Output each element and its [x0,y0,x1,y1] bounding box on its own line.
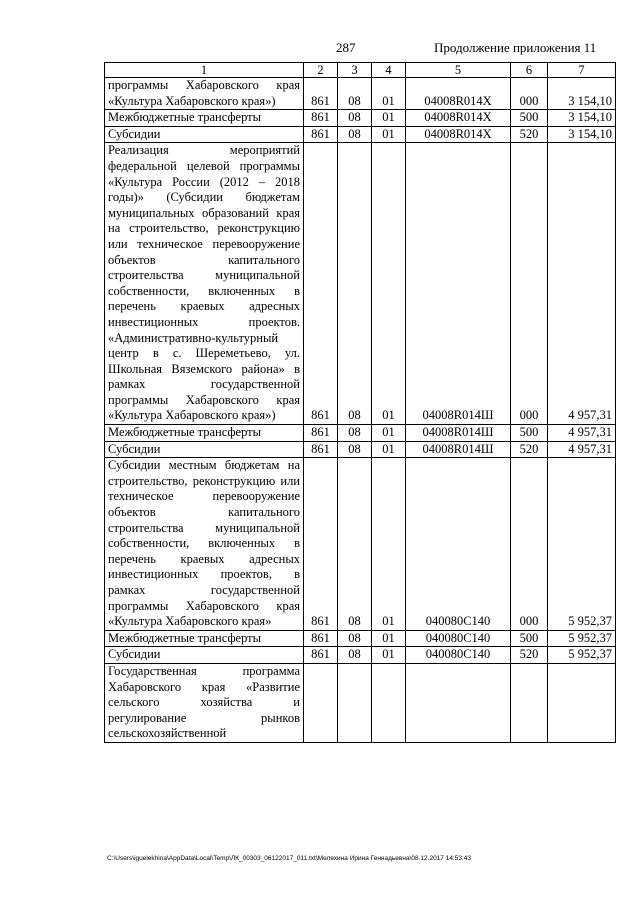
row-subsection-code: 01 [372,425,406,442]
row-subsection-code: 01 [372,143,406,425]
row-ministry-code: 861 [304,630,338,647]
row-amount: 4 957,31 [548,441,616,458]
column-header-4: 4 [372,63,406,78]
table-row [105,647,616,664]
row-target-item: 04008R014X [406,110,511,127]
table-row [105,425,616,442]
column-header-7: 7 [548,63,616,78]
row-subsection-code: 01 [372,126,406,143]
row-section-code: 08 [338,441,372,458]
table-row [105,458,616,631]
row-description: Субсидии [105,647,304,664]
row-expense-type: 000 [511,458,548,631]
row-ministry-code: 861 [304,78,338,110]
row-ministry-code: 861 [304,425,338,442]
row-target-item [406,663,511,742]
budget-table [104,62,616,743]
row-section-code: 08 [338,78,372,110]
row-section-code: 08 [338,126,372,143]
row-target-item: 040080С140 [406,647,511,664]
table-row [105,143,616,425]
row-subsection-code: 01 [372,441,406,458]
table-row [105,126,616,143]
row-ministry-code [304,663,338,742]
row-ministry-code: 861 [304,458,338,631]
row-subsection-code: 01 [372,458,406,631]
row-expense-type: 520 [511,126,548,143]
row-expense-type: 000 [511,143,548,425]
column-header-2: 2 [304,63,338,78]
row-expense-type: 500 [511,630,548,647]
row-target-item: 04008R014Ш [406,425,511,442]
row-amount [548,663,616,742]
row-expense-type: 520 [511,647,548,664]
table-row [105,110,616,127]
row-section-code: 08 [338,630,372,647]
row-expense-type: 500 [511,425,548,442]
page-number: 287 [336,40,356,55]
table-row [105,663,616,742]
row-description: программы Хабаровского края «Культура Хабаровского края») [105,78,304,110]
row-expense-type: 520 [511,441,548,458]
row-amount: 3 154,10 [548,110,616,127]
column-header-row [105,63,616,78]
row-ministry-code: 861 [304,126,338,143]
row-amount: 5 952,37 [548,647,616,664]
table-row [105,78,616,110]
row-section-code: 08 [338,110,372,127]
row-amount: 3 154,10 [548,126,616,143]
row-subsection-code: 01 [372,647,406,664]
row-target-item: 04008R014Ш [406,441,511,458]
row-subsection-code [372,663,406,742]
row-section-code [338,663,372,742]
table-row [105,441,616,458]
row-description: Субсидии [105,441,304,458]
row-ministry-code: 861 [304,143,338,425]
column-header-1: 1 [105,63,304,78]
row-description: Межбюджетные трансферты [105,630,304,647]
table-row [105,630,616,647]
row-section-code: 08 [338,458,372,631]
row-expense-type: 500 [511,110,548,127]
row-section-code: 08 [338,143,372,425]
row-description: Субсидии [105,126,304,143]
column-header-5: 5 [406,63,511,78]
row-amount: 5 952,37 [548,630,616,647]
row-section-code: 08 [338,425,372,442]
row-description: Реализация мероприятий федеральной целевой программы «Культура России (2012 – 2018 годы)» (Субсидии бюджетам муниципальных образований края на строительство, реконструкцию или техническое перевооружение объектов капитального строительства муниципальной собственности, включенных в перечень краевых адресных инвестиционных проектов. «Административно-культурный центр в с. Шереметьево, ул. Школьная Вяземского района» в рамках государственной программы Хабаровского края «Культура Хабаровского края») [105,143,304,425]
row-ministry-code: 861 [304,110,338,127]
appendix-continuation-note: Продолжение приложения 11 [434,40,597,55]
row-amount: 4 957,31 [548,143,616,425]
row-target-item: 04008R014X [406,78,511,110]
row-target-item: 04008R014X [406,126,511,143]
row-ministry-code: 861 [304,441,338,458]
row-target-item: 040080С140 [406,630,511,647]
row-ministry-code: 861 [304,647,338,664]
row-amount: 5 952,37 [548,458,616,631]
row-section-code: 08 [338,647,372,664]
column-header-3: 3 [338,63,372,78]
row-description: Субсидии местным бюджетам на строительство, реконструкцию или техническое перевооружение объектов капитального строительства муниципальной собственности, включенных в перечень краевых адресных инвестиционных проектов, в рамках государственной программы Хабаровского края «Культура Хабаровского края» [105,458,304,631]
row-subsection-code: 01 [372,630,406,647]
row-amount: 4 957,31 [548,425,616,442]
row-target-item: 040080С140 [406,458,511,631]
row-description: Межбюджетные трансферты [105,425,304,442]
row-description: Государственная программа Хабаровского края «Развитие сельского хозяйства и регулирование рынков сельскохозяйственной [105,663,304,742]
row-expense-type: 000 [511,78,548,110]
column-header-6: 6 [511,63,548,78]
row-target-item: 04008R014Ш [406,143,511,425]
footer-file-path: C:\Users\iguelekhina\AppData\Local\Temp\ЛК_00303_06122017_011.txt\Мелехина Ирина Геннадьевна\08.12.2017 14:53:43 [107,855,472,862]
row-subsection-code: 01 [372,78,406,110]
row-amount: 3 154,10 [548,78,616,110]
row-expense-type [511,663,548,742]
row-description: Межбюджетные трансферты [105,110,304,127]
row-subsection-code: 01 [372,110,406,127]
